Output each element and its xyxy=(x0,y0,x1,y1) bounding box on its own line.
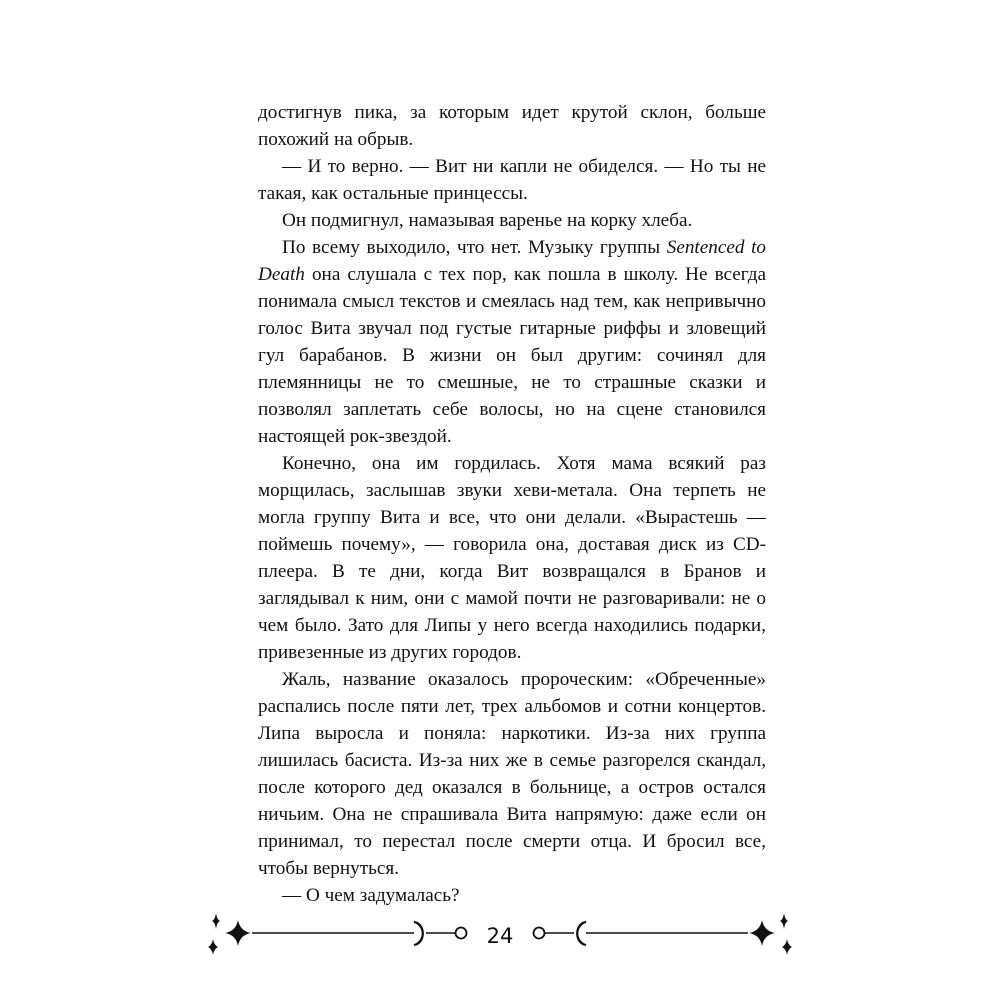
text-run: — О чем задумалась? xyxy=(282,885,460,906)
sparkle-icon xyxy=(780,913,788,929)
paragraph xyxy=(258,234,766,450)
crescent-moon-icon xyxy=(414,922,423,945)
circle-icon xyxy=(534,928,545,939)
paragraph xyxy=(258,450,766,666)
paragraph xyxy=(258,207,766,234)
page-number: 24 xyxy=(486,924,514,948)
sparkle-icon xyxy=(208,939,218,955)
text-run: По всему выходило, что нет. Музыку группы xyxy=(282,237,667,258)
text-run: Жаль, название оказалось пророческим: «Обреченные» распались после пяти лет, трех альбомов и сотни концертов. Липа выросла и поняла: наркотики. Из-за них группа лишилась басиста. Из-за них же в семье разгорелся скандал, после которого дед оказался в больнице, а остров остался ничьим. Она не спрашивала Вита напрямую: даже если он принимал, то перестал после смерти отца. И бросил все, чтобы вернуться. xyxy=(258,669,766,879)
sparkle-icon xyxy=(225,920,251,946)
sparkle-icon xyxy=(212,913,220,929)
sparkle-icon xyxy=(782,939,792,955)
paragraph xyxy=(258,666,766,882)
paragraph xyxy=(258,99,766,153)
sparkle-icon xyxy=(749,920,775,946)
body-text xyxy=(258,99,766,909)
crescent-moon-icon xyxy=(577,922,586,945)
text-run: Он подмигнул, намазывая варенье на корку хлеба. xyxy=(282,210,693,231)
italic-text: Sentenced to Death xyxy=(258,237,766,285)
text-run: она слушала с тех пор, как пошла в школу. Не всегда понимала смысл текстов и смеялась над тем, как непривычно голос Вита звучал под густые гитарные риффы и зловещий гул барабанов. В жизни он был другим: сочинял для племянницы не то смешные, не то страшные сказки и позволял заплетать себе волосы, но на сцене становился настоящей рок-звездой. xyxy=(258,264,766,447)
paragraph xyxy=(258,153,766,207)
text-run: достигнув пика, за которым идет крутой склон, больше похожий на обрыв. xyxy=(258,102,766,150)
circle-icon xyxy=(456,928,467,939)
text-run: Конечно, она им гордилась. Хотя мама всякий раз морщилась, заслышав звуки хеви-метала. Она терпеть не могла группу Вита и все, что они делали. «Вырастешь — поймешь почему», — говорила она, доставая диск из CD-плеера. В те дни, когда Вит возвращался в Бранов и заглядывал к ним, они с мамой почти не разговаривали: не о чем было. Зато для Липы у него всегда находились подарки, привезенные из других городов. xyxy=(258,453,766,663)
text-run: — И то верно. — Вит ни капли не обиделся. — Но ты не такая, как остальные принцессы. xyxy=(258,156,766,204)
